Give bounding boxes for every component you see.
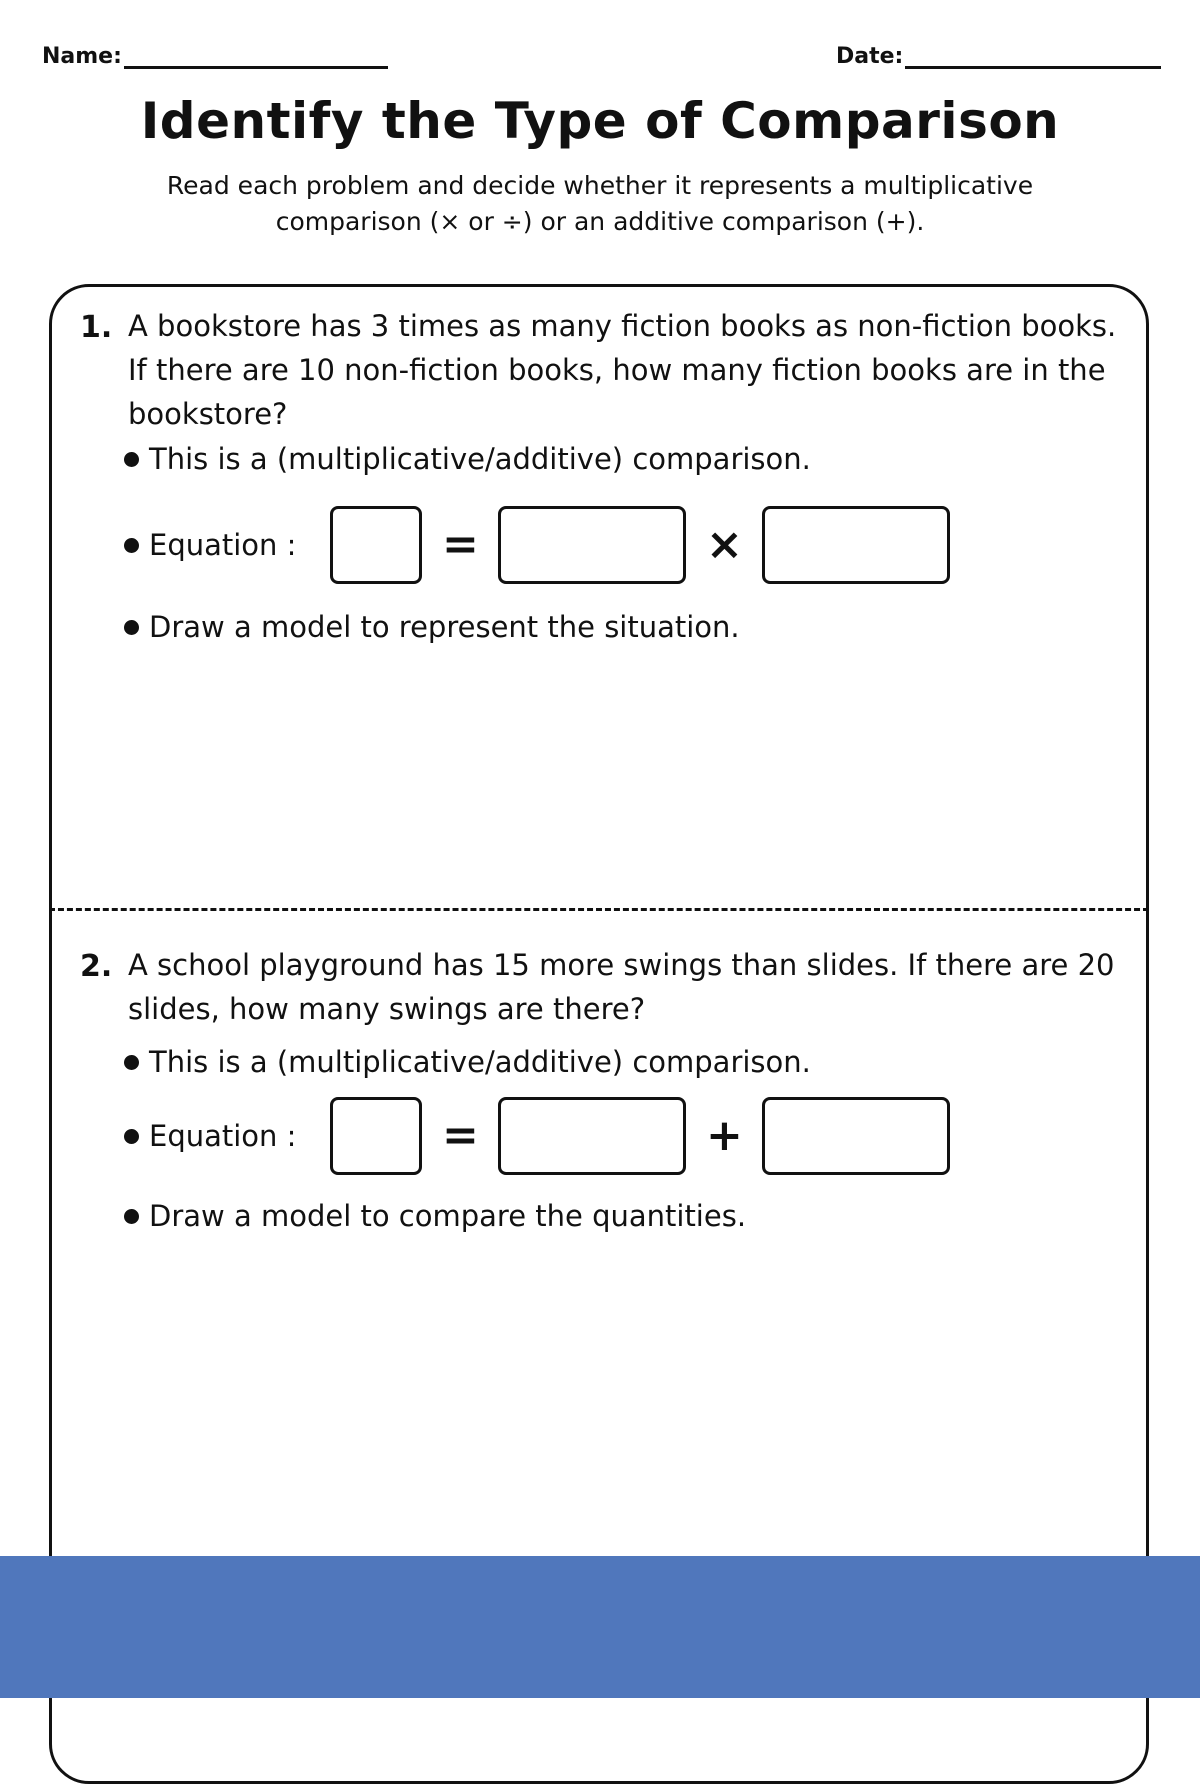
problem-divider xyxy=(49,908,1149,911)
model-prompt-text: Draw a model to represent the situation. xyxy=(149,610,740,644)
bullet-icon xyxy=(124,538,139,553)
date-label: Date: xyxy=(836,44,904,69)
equation-label: Equation : xyxy=(149,1119,297,1153)
factor-box[interactable] xyxy=(498,506,686,584)
bullet-icon xyxy=(124,452,139,467)
answer-box[interactable] xyxy=(330,1097,422,1175)
model-prompt xyxy=(124,1199,746,1233)
times-sign: × xyxy=(705,519,743,570)
equation-row xyxy=(124,506,950,584)
comparison-prompt xyxy=(124,1045,811,1079)
bullet-icon xyxy=(124,1209,139,1224)
date-field[interactable] xyxy=(836,44,1161,69)
problem-number: 1. xyxy=(80,310,113,345)
name-line[interactable] xyxy=(124,44,388,69)
plus-sign: + xyxy=(705,1110,743,1161)
addend-box[interactable] xyxy=(762,1097,950,1175)
footer-band xyxy=(0,1556,1200,1698)
equation-label: Equation : xyxy=(149,528,297,562)
model-drawing-area[interactable] xyxy=(124,1253,1124,1543)
answer-box[interactable] xyxy=(330,506,422,584)
date-line[interactable] xyxy=(905,44,1161,69)
page-title: Identify the Type of Comparison xyxy=(140,92,1060,150)
factor-box[interactable] xyxy=(762,506,950,584)
model-prompt xyxy=(124,610,740,644)
comparison-prompt xyxy=(124,442,811,476)
bullet-icon xyxy=(124,1129,139,1144)
bullet-icon xyxy=(124,1055,139,1070)
comparison-prompt-text: This is a (multiplicative/additive) comparison. xyxy=(149,1045,811,1079)
problem-text: A school playground has 15 more swings than slides. If there are 20 slides, how many swings are there? xyxy=(128,948,1115,1026)
comparison-prompt-text: This is a (multiplicative/additive) comparison. xyxy=(149,442,811,476)
equation-row xyxy=(124,1097,950,1175)
problem-number: 2. xyxy=(80,949,113,984)
model-drawing-area[interactable] xyxy=(124,664,1124,884)
name-label: Name: xyxy=(42,44,122,69)
instructions: Read each problem and decide whether it represents a multiplicative comparison (× or ÷) or an additive comparison (+). xyxy=(166,171,1034,236)
bullet-icon xyxy=(124,620,139,635)
equals-sign: = xyxy=(441,519,479,570)
name-field[interactable] xyxy=(42,44,388,69)
problem-text: A bookstore has 3 times as many fiction books as non-fiction books. If there are 10 non-fiction books, how many fiction books are in the bookstore? xyxy=(128,309,1117,431)
equals-sign: = xyxy=(441,1110,479,1161)
addend-box[interactable] xyxy=(498,1097,686,1175)
model-prompt-text: Draw a model to compare the quantities. xyxy=(149,1199,747,1233)
